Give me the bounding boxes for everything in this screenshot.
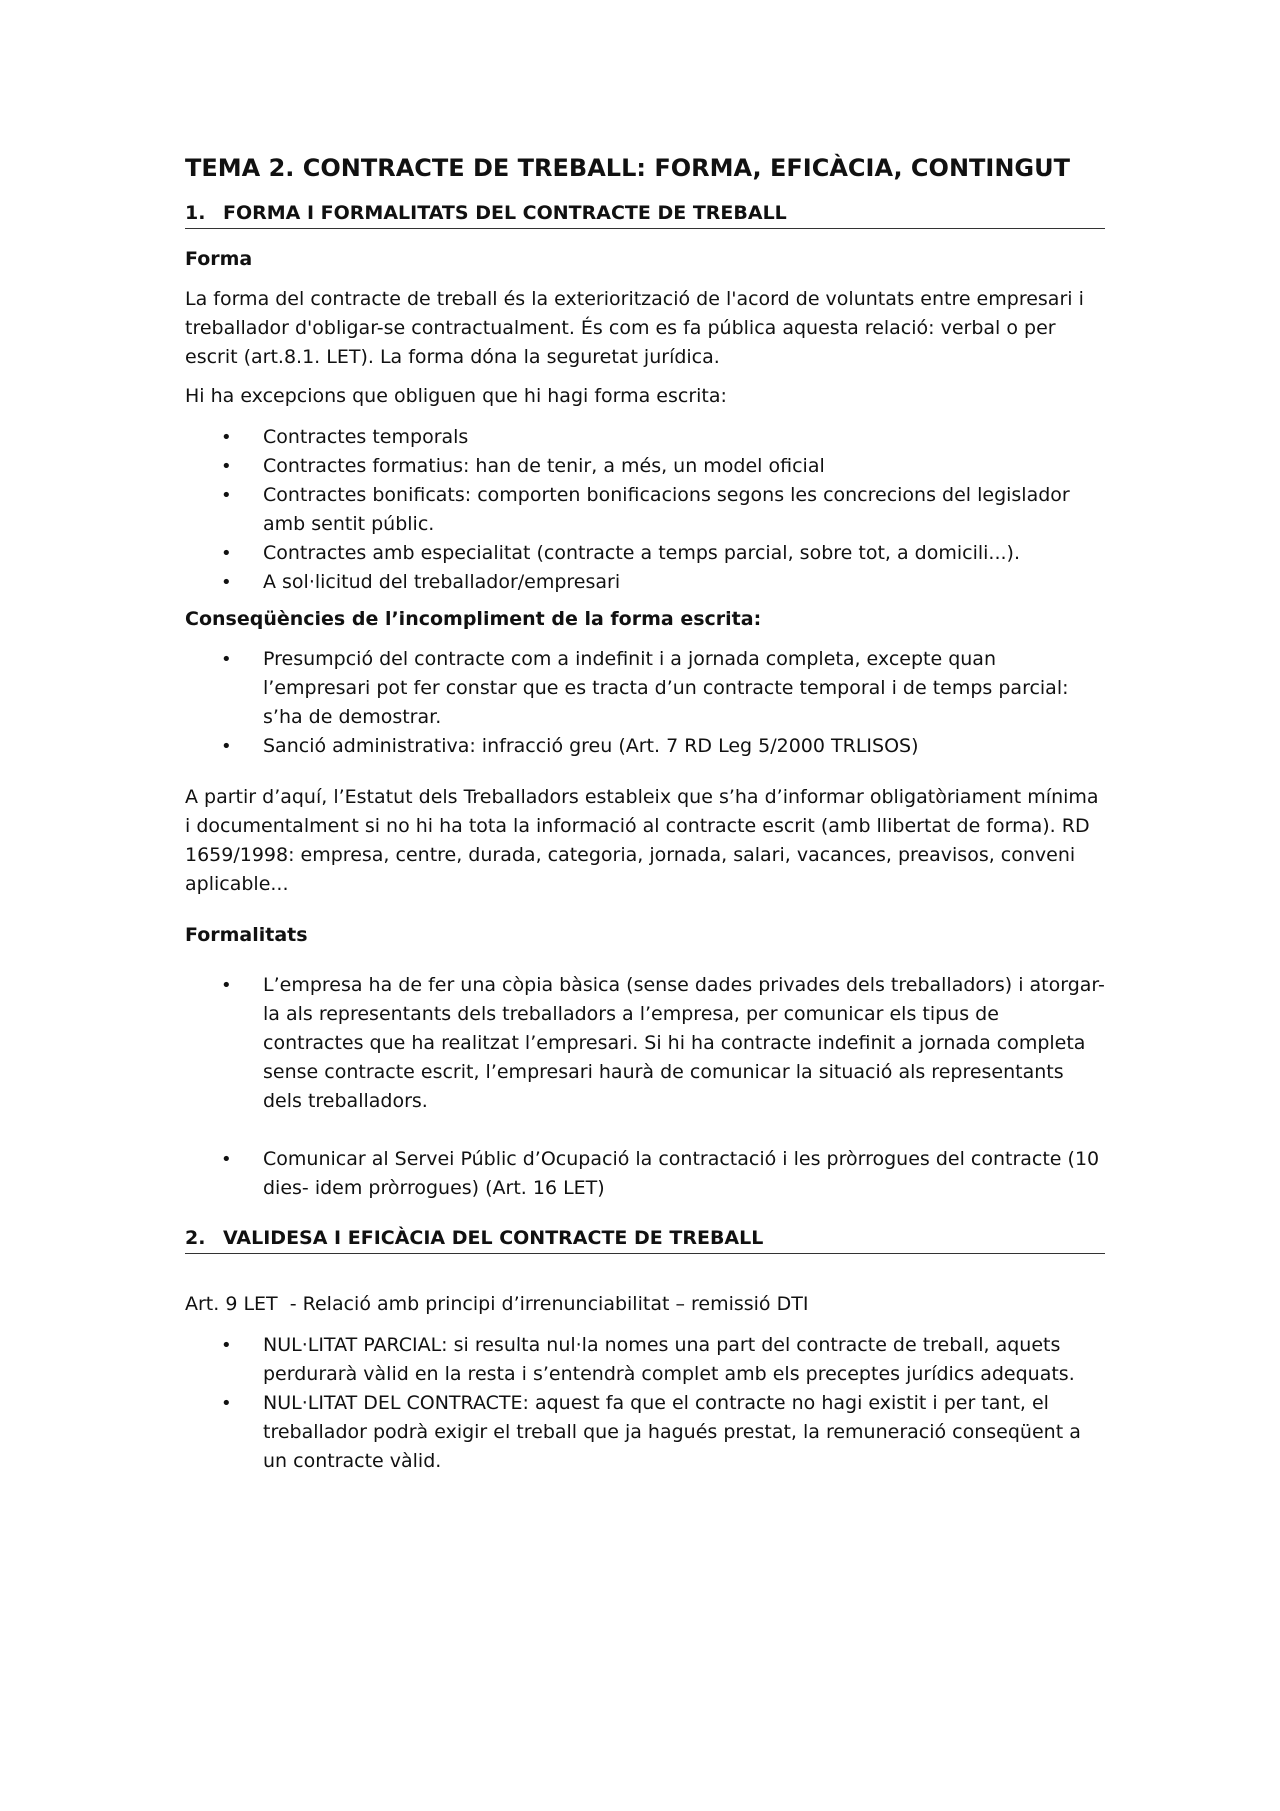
forma-paragraph: La forma del contracte de treball és la exteriorització de l'acord de voluntats entre empresari i treballador d'obligar-se contractualment. És com es fa pública aquesta relació: verbal o per escrit (art.8.1. LET). La forma dóna la seguretat jurídica. xyxy=(185,288,1084,368)
bullet-icon: • xyxy=(221,1335,232,1356)
nullitats-list xyxy=(185,1331,1105,1476)
bullet-icon: • xyxy=(221,427,232,448)
exceptions-list xyxy=(185,423,1105,597)
bullet-icon: • xyxy=(221,1393,232,1414)
list-item: • Presumpció del contracte com a indefinit i a jornada completa, excepte quan l’empresari pot fer constar que es tracta d’un contracte temporal i de temps parcial: s’ha de demostrar. xyxy=(185,645,1105,732)
section-2-heading xyxy=(185,1225,1105,1254)
list-item: • Sanció administrativa: infracció greu (Art. 7 RD Leg 5/2000 TRLISOS) xyxy=(185,732,1105,761)
bullet-icon: • xyxy=(221,975,232,996)
estatut-paragraph: A partir d’aquí, l’Estatut dels Treballadors estableix que s’ha d’informar obligatòriament mínima i documentalment si no hi ha tota la informació al contracte escrit (amb llibertat de forma). RD 1659/1998: empresa, centre, durada, categoria, jornada, salari, vacances, preavisos, conveni aplicable... xyxy=(185,786,1099,895)
list-item: • A sol·licitud del treballador/empresari xyxy=(185,568,1105,597)
section-1-title: FORMA I FORMALITATS DEL CONTRACTE DE TREBALL xyxy=(223,202,787,224)
bullet-icon: • xyxy=(221,485,232,506)
section-1-heading xyxy=(185,200,1105,229)
list-item: • Contractes formatius: han de tenir, a més, un model oficial xyxy=(185,452,1105,481)
list-item: • Contractes amb especialitat (contracte a temps parcial, sobre tot, a domicili...). xyxy=(185,539,1105,568)
list-item: • NUL·LITAT DEL CONTRACTE: aquest fa que el contracte no hagi existit i per tant, el treballador podrà exigir el treball que ja hagués prestat, la remuneració conseqüent a un contracte vàlid. xyxy=(185,1389,1105,1476)
list-item: • Contractes temporals xyxy=(185,423,1105,452)
section-2-number: 2. xyxy=(185,1227,206,1249)
section-1-number: 1. xyxy=(185,202,206,224)
list-item: • Contractes bonificats: comporten bonificacions segons les concrecions del legislador amb sentit públic. xyxy=(185,481,1105,539)
section-2-title: VALIDESA I EFICÀCIA DEL CONTRACTE DE TREBALL xyxy=(223,1227,764,1249)
list-item: • L’empresa ha de fer una còpia bàsica (sense dades privades dels treballadors) i atorgar-la als representants dels treballadors a l’empresa, per comunicar els tipus de contractes que ha realitzat l’empresari. Si hi ha contracte indefinit a jornada completa sense contracte escrit, l’empresari haurà de comunicar la situació als representants dels treballadors. xyxy=(185,971,1105,1116)
formalitats-heading: Formalitats xyxy=(185,924,308,946)
consequences-list xyxy=(185,645,1105,761)
list-item: • Comunicar al Servei Públic d’Ocupació la contractació i les pròrrogues del contracte (10 dies- idem pròrrogues) (Art. 16 LET) xyxy=(185,1145,1105,1203)
bullet-icon: • xyxy=(221,543,232,564)
list-item: • NUL·LITAT PARCIAL: si resulta nul·la nomes una part del contracte de treball, aquets perdurarà vàlid en la resta i s’entendrà complet amb els preceptes jurídics adequats. xyxy=(185,1331,1105,1389)
art9-line: Art. 9 LET - Relació amb principi d’irrenunciabilitat – remissió DTI xyxy=(185,1293,809,1315)
bullet-icon: • xyxy=(221,572,232,593)
forma-heading: Forma xyxy=(185,248,253,270)
bullet-icon: • xyxy=(221,649,232,670)
document-page xyxy=(185,150,1105,1476)
bullet-icon: • xyxy=(221,736,232,757)
consequences-heading: Conseqüències de l’incompliment de la forma escrita: xyxy=(185,608,762,630)
formalitats-list xyxy=(185,971,1105,1203)
bullet-icon: • xyxy=(221,1149,232,1170)
document-title: TEMA 2. CONTRACTE DE TREBALL: FORMA, EFICÀCIA, CONTINGUT xyxy=(185,154,1070,182)
bullet-icon: • xyxy=(221,456,232,477)
exceptions-intro: Hi ha excepcions que obliguen que hi hagi forma escrita: xyxy=(185,385,727,407)
